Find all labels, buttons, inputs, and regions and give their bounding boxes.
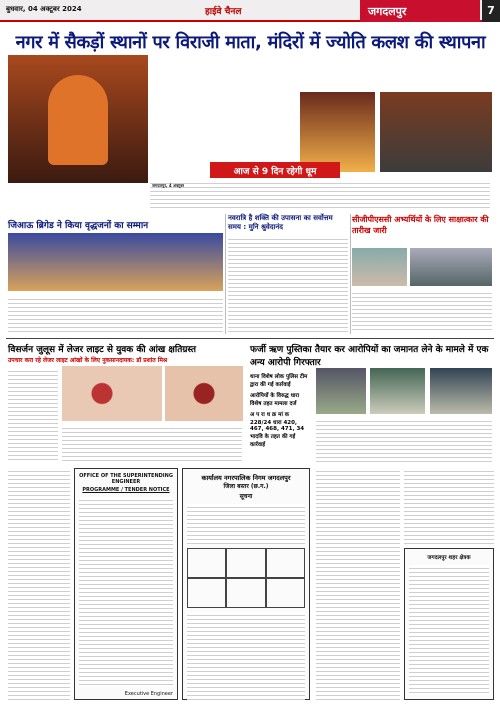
table-cell xyxy=(226,578,265,608)
main-banner: आज से 9 दिन रहेगी धूम xyxy=(210,162,340,178)
story4-photo-1 xyxy=(352,248,407,286)
story2-headline: जिआऊ ब्रिगेड ने किया वृद्धजनों का सम्मान xyxy=(8,221,149,231)
municipal-notice xyxy=(182,468,310,700)
story5-headline: विसर्जन जुलूस में लेजर लाइट से युवक की आंख क्षतिग्रस्त xyxy=(8,345,197,355)
table-cell xyxy=(226,548,265,578)
temple-photo-2 xyxy=(380,92,492,172)
story6-photo-1 xyxy=(316,368,366,414)
temple-photo-1 xyxy=(300,92,375,172)
municipal-notice-footer-text xyxy=(187,612,305,702)
page-number: 7 xyxy=(482,0,500,22)
eye-photo-1 xyxy=(62,366,162,421)
legal-notice-title: जगदलपुर शहर क्षेत्रक xyxy=(427,555,471,561)
story6-body xyxy=(316,418,492,464)
municipal-notice-title: कार्यालय नगरपालिक निगम जगदलपुर xyxy=(201,474,291,482)
main-headline: नगर में सैकड़ों स्थानों पर विराजी माता, मंदिरों में ज्योति कलश की स्थापना xyxy=(15,32,486,53)
tender-notice-body xyxy=(79,497,173,687)
legal-notice xyxy=(404,548,494,700)
story5-body-col1 xyxy=(8,368,58,463)
tender-notice-subtitle: PROGRAMME / TENDER NOTICE xyxy=(82,487,170,493)
issue-date: बुधवार, 04 अक्टूबर 2024 xyxy=(6,5,82,13)
story5-subhead: उपचार करा रहे लेजर लाइट आंखों के लिए नुकसानदायक: डॉ प्रशांत मिश्र xyxy=(8,357,168,364)
table-cell xyxy=(187,548,226,578)
tender-notice-footer: Executive Engineer xyxy=(124,691,173,697)
main-photo-goddess xyxy=(8,55,148,183)
right-column-text xyxy=(404,468,494,544)
story5-body-col2 xyxy=(62,425,242,463)
story4-body xyxy=(352,290,492,332)
story6-continued xyxy=(316,468,400,700)
municipal-notice-subtitle: जिला बस्तर (छ.ग.) xyxy=(223,483,269,490)
table-cell xyxy=(266,548,305,578)
story4-photo-2 xyxy=(410,248,492,286)
table-cell xyxy=(187,578,226,608)
city-name: जगदलपुर xyxy=(360,0,480,22)
story6-photo-3 xyxy=(430,368,492,414)
column-rule xyxy=(225,214,226,334)
legal-notice-body xyxy=(409,565,489,695)
story6-headline: फर्जी ऋण पुस्तिका तैयार कर आरोपियों का जमानत लेने के मामले में एक अन्य आरोपी गिरफ्तार xyxy=(250,345,489,368)
bullet-3: अ प रा ध क्र मां क 228/24 धारा 420, 467, 468, 471, 34 भादवि के तहत की गई कार्रवाई xyxy=(250,412,305,448)
eye-photo-2 xyxy=(165,366,243,421)
story3-headline: नवरात्रि है शक्ति की उपासना का सर्वोत्तम समय : मुनि श्रुवेदानंद xyxy=(228,214,333,231)
main-dateline: जगदलपुर, 4 अक्टूबर xyxy=(152,183,185,188)
story4-headline: सीजीपीएससी अभ्यर्थियों के लिए साक्षात्कार की तारीख जारी xyxy=(352,215,489,235)
tender-notice-title: OFFICE OF THE SUPERINTENDING ENGINEER xyxy=(79,473,173,485)
left-column-text xyxy=(8,468,70,700)
column-rule xyxy=(350,214,351,334)
municipal-notice-heading: सूचना xyxy=(239,493,253,500)
story6-photo-2 xyxy=(370,368,425,414)
municipal-notice-body xyxy=(187,504,305,544)
story6-bullet-list xyxy=(250,372,312,448)
story2-photo xyxy=(8,233,223,291)
table-cell xyxy=(266,578,305,608)
story3-body xyxy=(228,236,348,332)
idol-shape xyxy=(48,75,108,165)
section-divider xyxy=(6,338,494,339)
tender-notice xyxy=(74,468,178,700)
bullet-1: थाना विशेष लोक पुलिस टीम द्वारा की गई कार्रवाई xyxy=(250,374,308,388)
story2-body xyxy=(8,296,223,332)
municipal-notice-table xyxy=(187,548,305,608)
main-story-body xyxy=(150,180,490,210)
bullet-2: आरोपियों के विरुद्ध धारा विशेष तहत मामला दर्ज xyxy=(250,393,300,407)
paper-name: हाईवे चैनल xyxy=(205,7,242,17)
